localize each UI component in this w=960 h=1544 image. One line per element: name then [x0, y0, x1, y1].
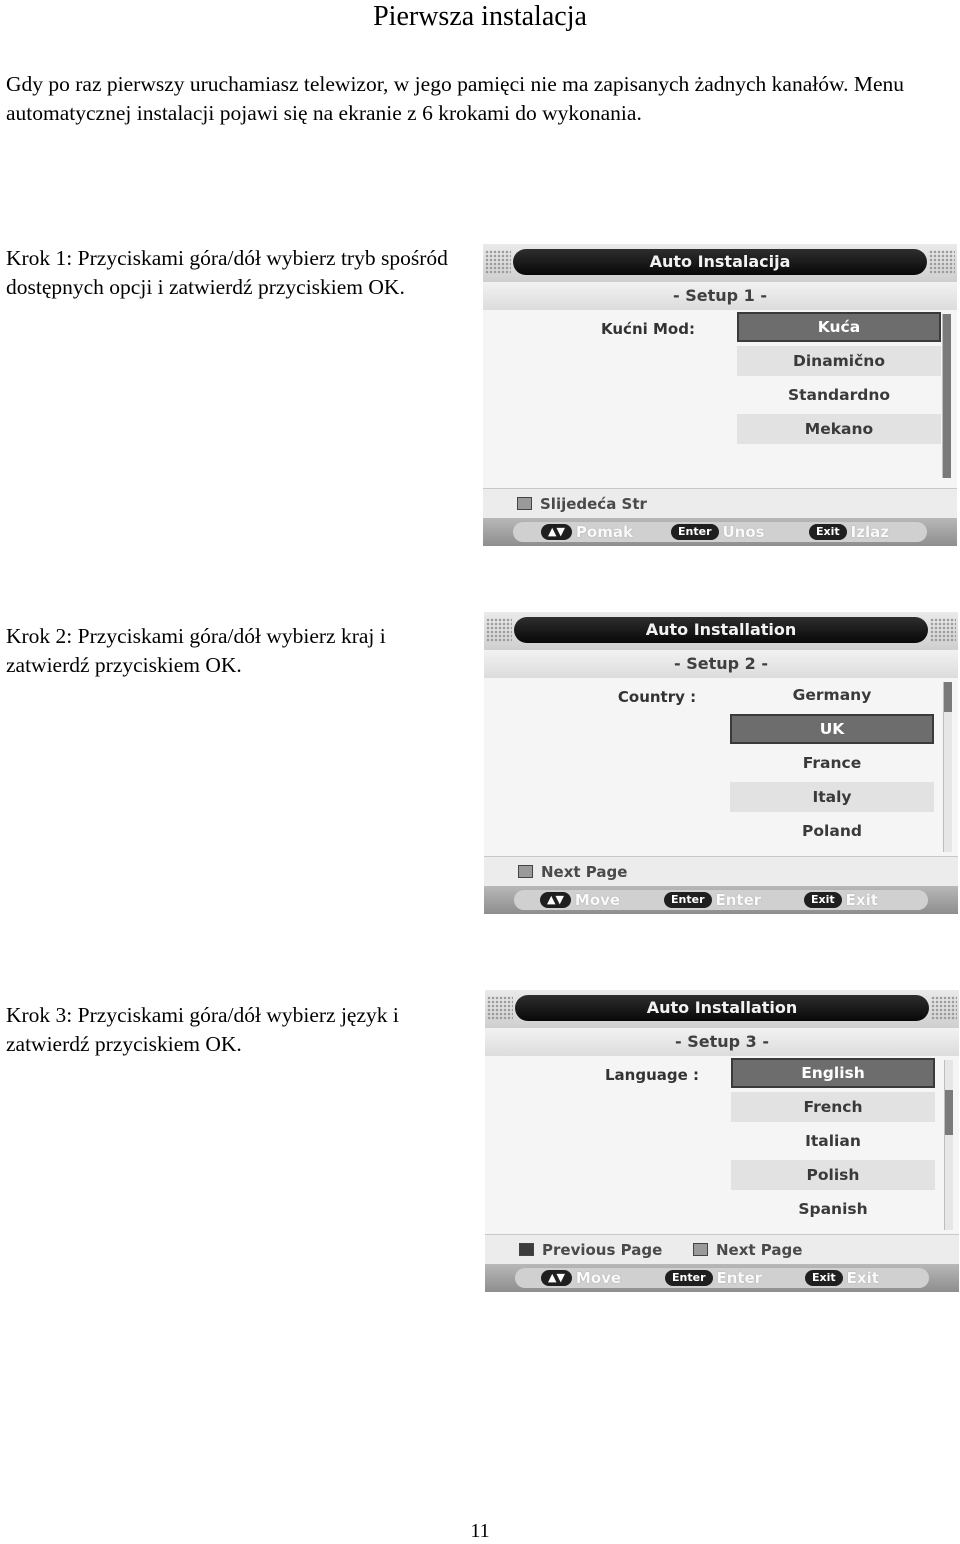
option-list — [731, 1058, 935, 1228]
option-item[interactable]: French — [731, 1092, 935, 1122]
menu-title: Auto Installation — [515, 995, 929, 1021]
enter-hint: Enter Unos — [671, 522, 765, 542]
step-2-text: Krok 2: Przyciskami góra/dół wybierz kraj i zatwierdź przyciskiem OK. — [6, 624, 386, 677]
step-1-text: Krok 1: Przyciskami góra/dół wybierz tryb spośród dostępnych opcji i zatwierdź przyciskiem OK. — [6, 246, 448, 299]
scrollbar[interactable] — [944, 1060, 953, 1230]
exit-key-icon: Exit — [804, 892, 842, 908]
color-key-icon — [693, 1243, 708, 1256]
move-hint: ▲▼ Move — [541, 1268, 621, 1288]
option-list — [737, 312, 941, 448]
option-item[interactable]: France — [802, 754, 862, 772]
option-item[interactable]: Dinamično — [737, 346, 941, 376]
menu-content — [485, 1056, 959, 1234]
footer-pill — [515, 1268, 929, 1288]
setup-step-label: - Setup 3 - — [485, 1028, 959, 1056]
arrows-key-icon: ▲▼ — [541, 524, 572, 540]
option-item[interactable]: Italy — [730, 782, 934, 812]
page-nav — [485, 1234, 959, 1265]
exit-hint: Exit Exit — [805, 1268, 879, 1288]
field-label: Kućni Mod: — [601, 320, 695, 338]
page-nav — [484, 856, 958, 887]
enter-key-icon: Enter — [665, 1270, 713, 1286]
color-key-icon — [518, 865, 533, 878]
option-item-selected[interactable]: English — [731, 1058, 935, 1088]
step-3-screenshot — [485, 990, 959, 1292]
enter-hint: Enter Enter — [665, 1268, 762, 1288]
scrollbar[interactable] — [942, 314, 951, 478]
enter-key-icon: Enter — [671, 524, 719, 540]
dots-decoration — [486, 618, 512, 642]
step-2-screenshot — [484, 612, 958, 914]
intro-paragraph: Gdy po raz pierwszy uruchamiasz telewizor, w jego pamięci nie ma zapisanych żadnych kanałów. Menu automatycznej instalacji pojawi się na ekranie z 6 krokami do wykonania. — [6, 72, 905, 125]
dots-decoration — [930, 618, 956, 642]
scroll-thumb[interactable] — [945, 1090, 953, 1135]
footer-band — [483, 518, 957, 546]
header-band — [485, 990, 959, 1028]
footer-band — [485, 1264, 959, 1292]
menu-title: Auto Instalacija — [513, 249, 927, 275]
arrows-key-icon: ▲▼ — [540, 892, 571, 908]
dots-decoration — [487, 996, 513, 1020]
dots-decoration — [485, 250, 511, 274]
exit-hint: Exit Izlaz — [809, 522, 889, 542]
header-band — [483, 244, 957, 282]
exit-key-icon: Exit — [809, 524, 847, 540]
exit-key-icon: Exit — [805, 1270, 843, 1286]
footer-band — [484, 886, 958, 914]
option-item[interactable]: Germany — [792, 686, 872, 704]
option-item[interactable]: Polish — [731, 1160, 935, 1190]
scrollbar[interactable] — [943, 682, 952, 852]
move-hint: ▲▼ Pomak — [541, 522, 633, 542]
dots-decoration — [931, 996, 957, 1020]
step-1-screenshot — [483, 244, 957, 546]
menu-content — [484, 678, 958, 856]
option-item[interactable]: Spanish — [798, 1200, 868, 1218]
footer-pill — [513, 522, 927, 542]
header-band — [484, 612, 958, 650]
step-3-text: Krok 3: Przyciskami góra/dół wybierz język i zatwierdź przyciskiem OK. — [6, 1003, 399, 1056]
menu-content — [483, 310, 957, 488]
scroll-thumb[interactable] — [944, 682, 952, 712]
next-page-hint[interactable]: Slijedeća Str — [517, 489, 647, 519]
dots-decoration — [929, 250, 955, 274]
option-item[interactable]: Poland — [802, 822, 862, 840]
move-hint: ▲▼ Move — [540, 890, 620, 910]
next-page-hint[interactable]: Next Page — [518, 857, 627, 887]
page-nav — [483, 488, 957, 519]
field-label: Language : — [604, 1066, 700, 1084]
previous-page-hint[interactable]: Previous Page — [519, 1235, 662, 1265]
option-item[interactable]: Standardno — [787, 386, 891, 404]
arrows-key-icon: ▲▼ — [541, 1270, 572, 1286]
setup-step-label: - Setup 2 - — [484, 650, 958, 678]
page-number: 11 — [470, 1520, 490, 1542]
option-item-selected[interactable]: UK — [730, 714, 934, 744]
option-item-selected[interactable]: Kuća — [737, 312, 941, 342]
option-item[interactable]: Italian — [805, 1132, 861, 1150]
enter-key-icon: Enter — [664, 892, 712, 908]
field-label: Country : — [617, 688, 697, 706]
color-key-icon — [519, 1243, 534, 1256]
color-key-icon — [517, 497, 532, 510]
option-list — [730, 680, 934, 850]
setup-step-label: - Setup 1 - — [483, 282, 957, 310]
menu-title: Auto Installation — [514, 617, 928, 643]
enter-hint: Enter Enter — [664, 890, 761, 910]
option-item[interactable]: Mekano — [737, 414, 941, 444]
exit-hint: Exit Exit — [804, 890, 878, 910]
page-title: Pierwsza instalacja — [373, 1, 587, 32]
footer-pill — [514, 890, 928, 910]
scroll-thumb[interactable] — [943, 314, 951, 478]
next-page-hint[interactable]: Next Page — [693, 1235, 802, 1265]
